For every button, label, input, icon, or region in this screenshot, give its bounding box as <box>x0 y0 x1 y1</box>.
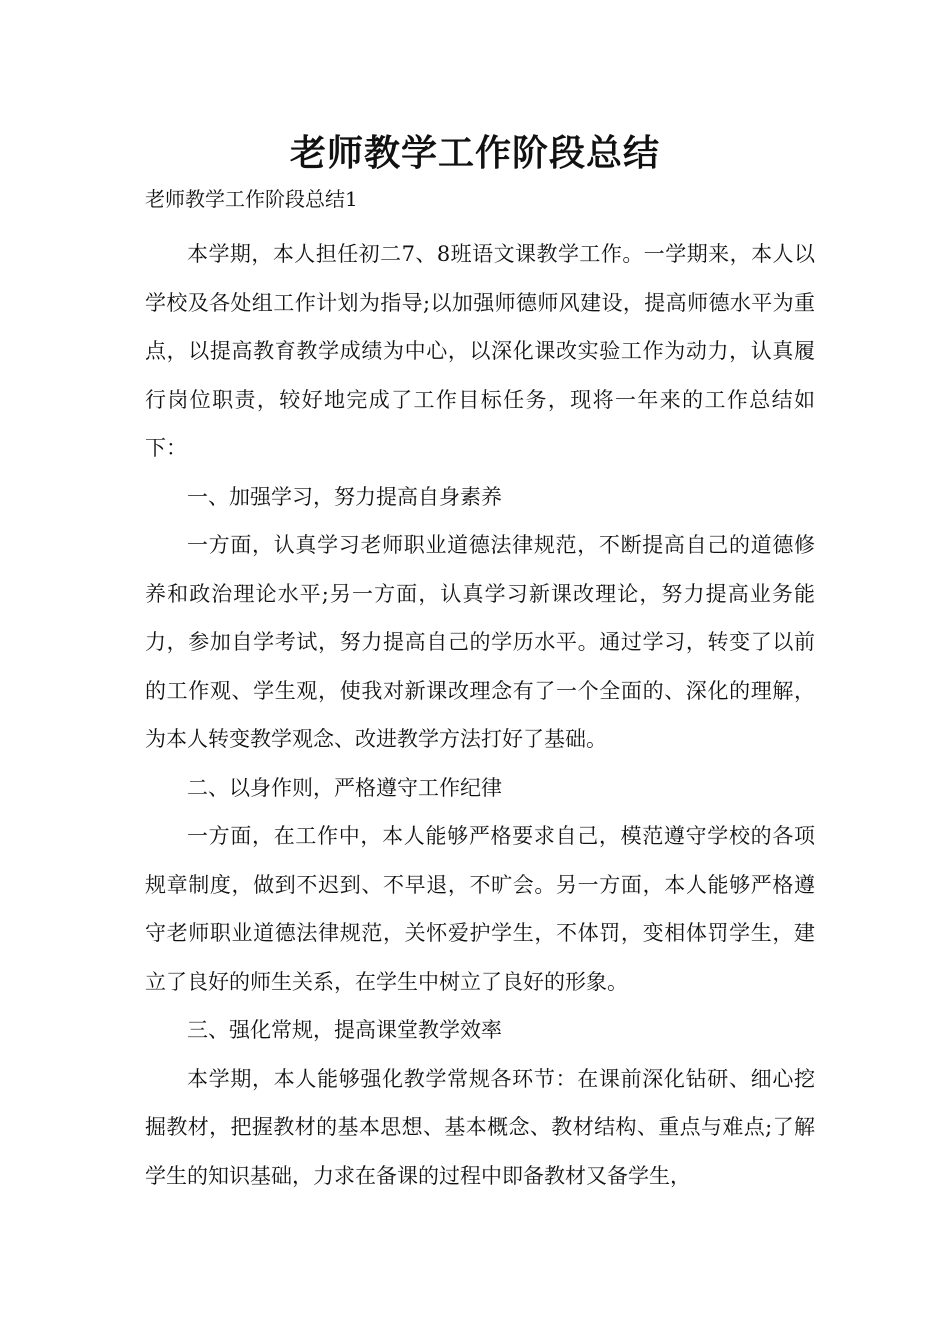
paragraph-section-3: 本学期，本人能够强化教学常规各环节：在课前深化钻研、细心挖掘教材，把握教材的基本思想、基本概念、教材结构、重点与难点;了解学生的知识基础，力求在备课的过程中即备教材又备学生， <box>145 1066 815 1188</box>
section-heading-2: 二、以身作则，严格遵守工作纪律 <box>187 775 502 800</box>
paragraph-intro: 本学期，本人担任初二7、8班语文课教学工作。一学期来，本人以学校及各处组工作计划为指导;以加强师德师风建设，提高师德水平为重点，以提高教育教学成绩为中心，以深化课改实验工作为动力，认真履行岗位职责，较好地完成了工作目标任务，现将一年来的工作总结如下： <box>145 242 815 460</box>
paragraph-section-1: 一方面，认真学习老师职业道德法律规范，不断提高自己的道德修养和政治理论水平;另一方面，认真学习新课改理论，努力提高业务能力，参加自学考试，努力提高自己的学历水平。通过学习，转变了以前的工作观、学生观，使我对新课改理念有了一个全面的、深化的理解，为本人转变教学观念、改进教学方法打好了基础。 <box>145 533 815 751</box>
paragraph-section-2: 一方面，在工作中，本人能够严格要求自己，模范遵守学校的各项规章制度，做到不迟到、不早退，不旷会。另一方面，本人能够严格遵守老师职业道德法律规范，关怀爱护学生，不体罚，变相体罚学生，建立了良好的师生关系，在学生中树立了良好的形象。 <box>145 824 815 994</box>
document-subtitle: 老师教学工作阶段总结1 <box>145 187 358 211</box>
document-body <box>145 230 815 1200</box>
document-title: 老师教学工作阶段总结 <box>289 133 660 174</box>
section-heading-1: 一、加强学习，努力提高自身素养 <box>187 484 502 509</box>
section-heading-3: 三、强化常规，提高课堂教学效率 <box>187 1018 502 1042</box>
